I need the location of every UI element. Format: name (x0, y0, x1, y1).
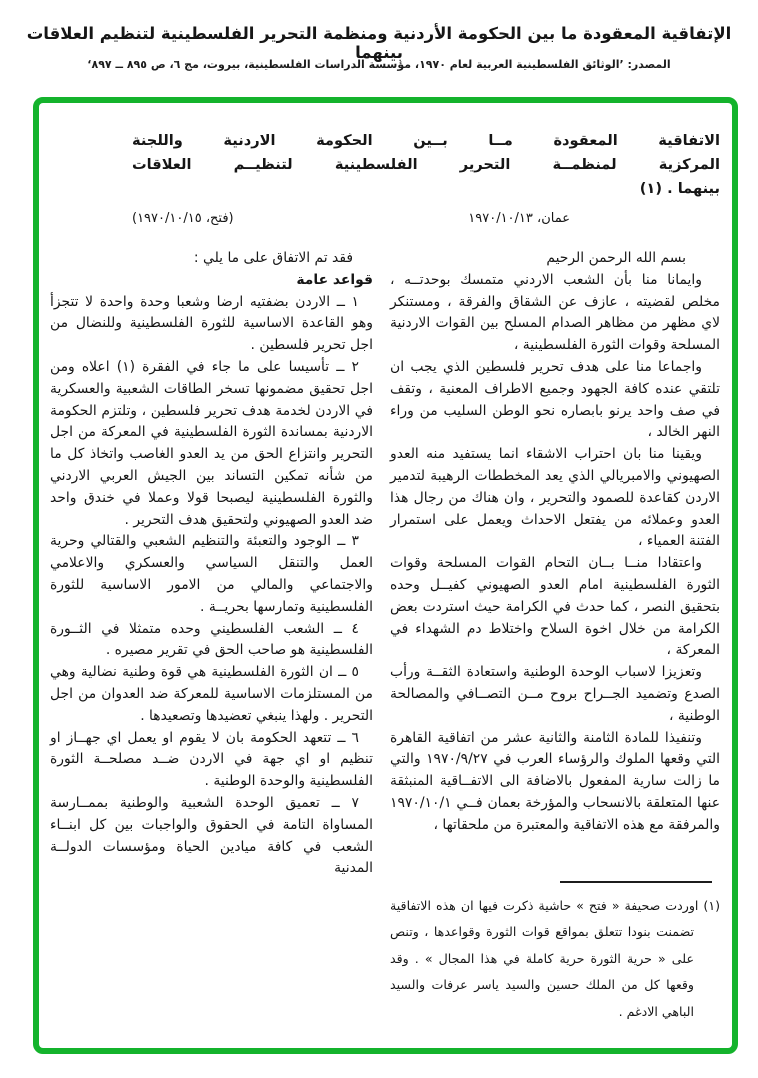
clause-item-6: ٦ ــ تتعهد الحكومة بان لا يقوم او يعمل اي جهــاز او تنظيم او اي جهة في الاردن ضــد مصلحــة الثورة الفلسطينية والوحدة الوطنية . (50, 729, 373, 790)
clause-item-2: ٢ ــ تأسيسا على ما جاء في الفقرة (١) اعلاه ومن اجل تحقيق مضمونها تسخر الطاقات الشعبية والعسكرية في الاردن لخدمة هدف تحرير فلسطين ، وتلتزم الحكومة الاردنية بمساندة الثورة الفلسطينية في المعركة من اجل التحرير وانتزاع الحق من يد العدو الغاصب واتخاذ كل ما من شأنه تمكين التساند بين الجيش العربي الاردني والثورة الفلسطينية ليصبحا قولا وعملا في خندق واحد ضد العدو الصهيوني ولتحقيق هدف التحرير . (50, 358, 373, 528)
date-fateh: (فتح، ١٩٧٠/١٠/١٥) (132, 211, 234, 226)
preamble-column (390, 248, 720, 1025)
clause-item-5: ٥ ــ ان الثورة الفلسطينية هي قوة وطنية نضالية وهي من المستلزمات الاساسية للمعركة ضد العدوان من اجل التحرير . ولهذا ينبغي تعضيدها وتصعيدها . (50, 664, 373, 724)
preamble-paragraph: وتنفيذا للمادة الثامنة والثانية عشر من اتفاقية القاهرة التي وقعها الملوك والرؤساء العرب في ١٩٧٠/٩/٢٧ والتي ما زالت سارية المفعول بالاضافة الى الاتفــاقية المنبثقة عنها المتعلقة بالانسحاب والمؤرخة بعمان فــي ١٩٧٠/١٠/١ والمرفقة مع هذه الاتفاقية والمعتبرة من ملحقاتها ، (390, 729, 720, 833)
document-frame (33, 97, 738, 1054)
page-title: الإتفاقية المعقودة ما بين الحكومة الأردنية ومنظمة التحرير الفلسطينية لتنظيم العلاقات بينهما (26, 24, 732, 62)
preamble-paragraph: ويقينا منا بان احتراب الاشقاء انما يستفيد منه العدو الصهيوني والامبريالي الذي يعد المخططات الرهيبة لتدمير الاردن كقاعدة للصمود والتحرير ، وان هناك من رجال هذا العدو وعملائه من يفتعل الاحداث ويعمل على استمرار الفتنة العمياء ، (390, 446, 720, 550)
agreement-heading (132, 129, 720, 201)
preamble-paragraph: واجماعا منا على هدف تحرير فلسطين الذي يجب ان تلتقي عنده كافة الجهود وجميع الاطراف المعنية ، وتقف في صف واحد يرنو بابصاره نحو الوطن السليب من وراء النهر الخالد ، (390, 358, 720, 441)
preamble-paragraph: واعتقادا منــا بــان التحام القوات المسلحة وقوات الثورة الفلسطينية امام العدو الصهيوني كفيــل وحده بتحقيق النصر ، كما حدث في الكرامة حيث استردت بعض الكرامة من خلال اخوة السلاح واختلاط دم الشهداء في المعركة ، (390, 555, 720, 659)
footnote-separator (560, 881, 712, 883)
agreement-intro-line: فقد تم الاتفاق على ما يلي : (193, 250, 353, 266)
date-row (132, 211, 720, 226)
clauses-column (50, 248, 373, 1025)
agreement-heading-line: بينهما . (١) (639, 180, 720, 197)
clause-item-1: ١ ــ الاردن بضفتيه ارضا وشعبا وحدة واحدة لا تتجزأ وهو القاعدة الاساسية للثورة الفلسطينية وللنضال من اجل تحرير فلسطين . (50, 293, 373, 354)
clause-item-7: ٧ ــ تعميق الوحدة الشعبية والوطنية بممــارسة المساواة التامة في الحقوق والواجبات بين كل ابنــاء الشعب في كافة ميادين الحياة ومؤسسات الدولــة المدنية (50, 794, 373, 877)
two-column-body (49, 248, 720, 1025)
agreement-heading-line: المركزية لمنظمــة التحرير الفلسطينية لتنظيــم العلاقات (132, 156, 720, 173)
section-title-general-rules: قواعد عامة (296, 271, 373, 288)
clause-item-3: ٣ ــ الوجود والتعبئة والتنظيم الشعبي والقتالي وحرية العمل والتنقل السياسي والعسكري والاعلامي والاجتماعي والمالي من الامور الاساسية للثورة الفلسطينية وتمارسها بحريــة . (50, 533, 373, 615)
footnote-text: (١) اوردت صحيفة « فتح » حاشية ذكرت فيها ان هذه الاتفاقية تضمنت بنودا تتعلق بمواقع قوات الثورة وقواعدها ، وتنص على « حرية الثورة حرية كاملة في هذا المجال » . وقد وقعها كل من الملك حسين والسيد ياسر عرفات والسيد الباهي الادغم . (390, 897, 720, 1019)
basmala-line: بسم الله الرحمن الرحيم (546, 250, 686, 266)
date-amman: عمان، ١٩٧٠/١٠/١٣ (468, 211, 570, 226)
clause-item-4: ٤ ــ الشعب الفلسطيني وحده متمثلا في الثــورة الفلسطينية هو صاحب الحق في تقرير مصيره . (50, 620, 373, 659)
preamble-paragraph: وايمانا منا بأن الشعب الاردني متمسك بوحدتــه ، مخلص لقضيته ، عازف عن الشقاق والفرقة ، ومستنكر لاي مظهر من مظاهر الصدام المسلح بين القوات الاردنية المسلحة وقوات الثورة الفلسطينية ، (390, 271, 720, 354)
preamble-paragraph: وتعزيزا لاسباب الوحدة الوطنية واستعادة الثقــة ورأب الصدع وتضميد الجــراح بروح مــن التصــافي والمصالحة الوطنية ، (390, 664, 720, 724)
source-citation: المصدر: ’الوثائق الفلسطينية العربية لعام ١٩٧٠، مؤسسة الدراسات الفلسطينية، بيروت، مج ٦، ص ٨٩٥ ــ ٨٩٧‘ (87, 58, 671, 71)
agreement-heading-line: الاتفاقية المعقودة مــا بــين الحكومة الاردنية واللجنة (132, 132, 720, 149)
